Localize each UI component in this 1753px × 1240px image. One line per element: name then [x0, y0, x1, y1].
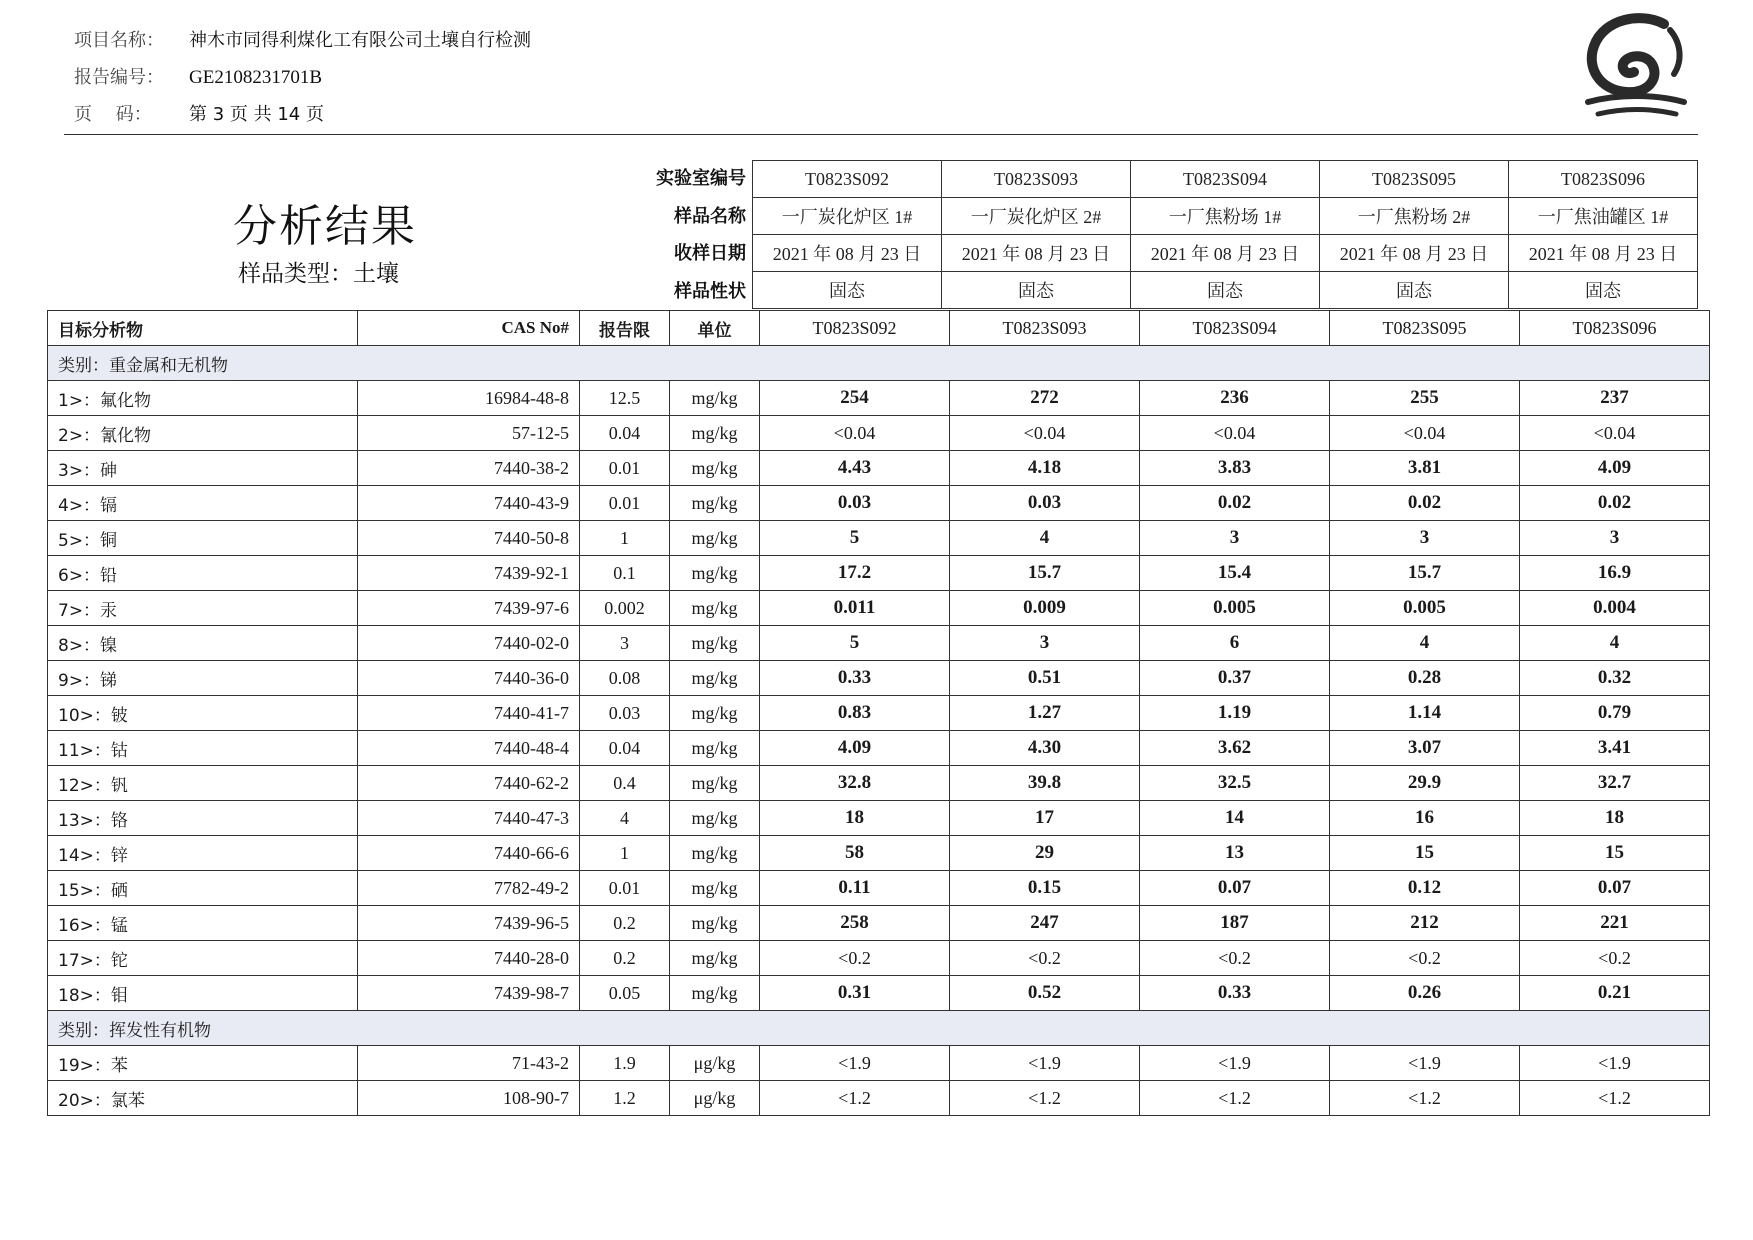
result-value: <0.04 [760, 416, 950, 451]
result-value: <0.04 [1520, 416, 1710, 451]
unit: mg/kg [670, 381, 760, 416]
receipt-date-cell: 2021 年 08 月 23 日 [1320, 235, 1509, 272]
result-value: 247 [950, 906, 1140, 941]
result-value: 4 [950, 521, 1140, 556]
company-logo-icon [1578, 10, 1693, 122]
analyte-name: 18>：钼 [48, 976, 358, 1011]
sample-state-label: 样品性状 [674, 280, 746, 302]
cas-number: 7440-47-3 [358, 801, 580, 836]
sample-state-cell: 固态 [753, 272, 942, 309]
report-limit: 4 [580, 801, 670, 836]
unit: mg/kg [670, 626, 760, 661]
result-value: 15 [1520, 836, 1710, 871]
page-title: 分析结果 [233, 201, 417, 252]
cas-number: 71-43-2 [358, 1046, 580, 1081]
unit: mg/kg [670, 486, 760, 521]
cas-number: 7440-48-4 [358, 731, 580, 766]
cas-number: 7440-38-2 [358, 451, 580, 486]
result-value: 15.7 [950, 556, 1140, 591]
category-row [48, 346, 1710, 381]
project-label: 项目名称： [74, 30, 164, 51]
unit: mg/kg [670, 521, 760, 556]
report-limit: 0.01 [580, 486, 670, 521]
result-value: <1.9 [950, 1046, 1140, 1081]
analyte-name: 10>：铍 [48, 696, 358, 731]
receipt-date-cell: 2021 年 08 月 23 日 [1131, 235, 1320, 272]
report-limit: 0.002 [580, 591, 670, 626]
unit: mg/kg [670, 766, 760, 801]
report-limit: 3 [580, 626, 670, 661]
result-value: 15 [1330, 836, 1520, 871]
sample-type: 样品类型：土壤 [238, 261, 399, 287]
result-value: 4.09 [760, 731, 950, 766]
unit: μg/kg [670, 1046, 760, 1081]
cas-number: 7440-02-0 [358, 626, 580, 661]
report-limit: 1 [580, 836, 670, 871]
report-limit: 0.04 [580, 731, 670, 766]
unit: mg/kg [670, 906, 760, 941]
result-value: 0.51 [950, 661, 1140, 696]
result-value: <1.9 [1330, 1046, 1520, 1081]
table-row [48, 906, 1710, 941]
cas-number: 7439-97-6 [358, 591, 580, 626]
result-value: 58 [760, 836, 950, 871]
result-value: 0.33 [760, 661, 950, 696]
analyte-name: 13>：铬 [48, 801, 358, 836]
cas-number: 7440-62-2 [358, 766, 580, 801]
result-value: 14 [1140, 801, 1330, 836]
result-value: <1.9 [1140, 1046, 1330, 1081]
unit: mg/kg [670, 591, 760, 626]
result-value: 0.009 [950, 591, 1140, 626]
unit: mg/kg [670, 976, 760, 1011]
page-label: 页 码： [74, 104, 152, 125]
report-number-label: 报告编号： [74, 67, 164, 88]
report-limit: 0.04 [580, 416, 670, 451]
result-value: 0.37 [1140, 661, 1330, 696]
limit-header: 报告限 [580, 311, 670, 346]
result-value: 5 [760, 626, 950, 661]
result-value: 0.32 [1520, 661, 1710, 696]
table-row [48, 696, 1710, 731]
sample-name-cell: 一厂焦油罐区 1# [1509, 198, 1698, 235]
result-value: <1.2 [1520, 1081, 1710, 1116]
report-limit: 1.9 [580, 1046, 670, 1081]
result-value: 29.9 [1330, 766, 1520, 801]
sample-header: T0823S096 [1520, 311, 1710, 346]
result-value: <1.2 [1140, 1081, 1330, 1116]
result-value: 17.2 [760, 556, 950, 591]
result-value: 0.52 [950, 976, 1140, 1011]
sample-name-label: 样品名称 [674, 205, 746, 227]
result-value: 0.21 [1520, 976, 1710, 1011]
result-value: <0.2 [1330, 941, 1520, 976]
table-row [48, 591, 1710, 626]
report-limit: 1.2 [580, 1081, 670, 1116]
result-value: 6 [1140, 626, 1330, 661]
analyte-name: 2>：氰化物 [48, 416, 358, 451]
cas-number: 7782-49-2 [358, 871, 580, 906]
sample-name-cell: 一厂焦粉场 2# [1320, 198, 1509, 235]
project-value: 神木市同得利煤化工有限公司土壤自行检测 [189, 30, 531, 51]
result-value: 4 [1330, 626, 1520, 661]
lab-number-cell: T0823S092 [753, 161, 942, 198]
report-limit: 0.05 [580, 976, 670, 1011]
unit: mg/kg [670, 731, 760, 766]
analyte-name: 11>：钴 [48, 731, 358, 766]
cas-number: 7440-28-0 [358, 941, 580, 976]
result-value: 4 [1520, 626, 1710, 661]
result-value: 5 [760, 521, 950, 556]
cas-number: 7440-66-6 [358, 836, 580, 871]
result-value: 236 [1140, 381, 1330, 416]
sample-state-cell: 固态 [1509, 272, 1698, 309]
result-value: 18 [1520, 801, 1710, 836]
result-value: 29 [950, 836, 1140, 871]
cas-number: 57-12-5 [358, 416, 580, 451]
result-value: <0.2 [1140, 941, 1330, 976]
result-value: 15.7 [1330, 556, 1520, 591]
result-value: 0.005 [1140, 591, 1330, 626]
result-value: 1.14 [1330, 696, 1520, 731]
category-label: 类别：挥发性有机物 [48, 1011, 1710, 1046]
analyte-name: 19>：苯 [48, 1046, 358, 1081]
result-value: 258 [760, 906, 950, 941]
result-value: 0.79 [1520, 696, 1710, 731]
sample-name-cell: 一厂炭化炉区 1# [753, 198, 942, 235]
sample-state-cell: 固态 [1320, 272, 1509, 309]
result-value: 1.19 [1140, 696, 1330, 731]
result-value: 4.18 [950, 451, 1140, 486]
analyte-name: 12>：钒 [48, 766, 358, 801]
analyte-name: 4>：镉 [48, 486, 358, 521]
result-value: <1.9 [760, 1046, 950, 1081]
result-value: <1.9 [1520, 1046, 1710, 1081]
result-value: 0.07 [1520, 871, 1710, 906]
result-value: 254 [760, 381, 950, 416]
result-value: 237 [1520, 381, 1710, 416]
result-value: 32.8 [760, 766, 950, 801]
sample-meta-table [752, 160, 1698, 309]
analyte-name: 1>：氟化物 [48, 381, 358, 416]
result-value: 15.4 [1140, 556, 1330, 591]
cas-number: 108-90-7 [358, 1081, 580, 1116]
project-row [74, 22, 531, 59]
result-value: 16.9 [1520, 556, 1710, 591]
report-limit: 0.2 [580, 906, 670, 941]
report-limit: 0.08 [580, 661, 670, 696]
report-limit: 12.5 [580, 381, 670, 416]
analyte-name: 14>：锌 [48, 836, 358, 871]
table-row [48, 661, 1710, 696]
result-value: <1.2 [1330, 1081, 1520, 1116]
result-value: 18 [760, 801, 950, 836]
result-value: 0.03 [760, 486, 950, 521]
cas-number: 7440-36-0 [358, 661, 580, 696]
result-value: 32.5 [1140, 766, 1330, 801]
lab-number-cell: T0823S094 [1131, 161, 1320, 198]
table-row [48, 486, 1710, 521]
unit: mg/kg [670, 801, 760, 836]
result-value: 3 [950, 626, 1140, 661]
result-value: 0.28 [1330, 661, 1520, 696]
sample-meta-labels [640, 160, 752, 310]
table-row [48, 976, 1710, 1011]
cas-header: CAS No# [358, 311, 580, 346]
report-limit: 0.01 [580, 871, 670, 906]
result-value: 1.27 [950, 696, 1140, 731]
table-row [48, 836, 1710, 871]
report-limit: 0.2 [580, 941, 670, 976]
result-value: 3.81 [1330, 451, 1520, 486]
result-value: 0.33 [1140, 976, 1330, 1011]
analyte-name: 16>：锰 [48, 906, 358, 941]
table-row [48, 1046, 1710, 1081]
sample-header: T0823S094 [1140, 311, 1330, 346]
result-value: 272 [950, 381, 1140, 416]
cas-number: 7439-98-7 [358, 976, 580, 1011]
category-row [48, 1011, 1710, 1046]
sample-header: T0823S093 [950, 311, 1140, 346]
unit: mg/kg [670, 696, 760, 731]
lab-number-cell: T0823S096 [1509, 161, 1698, 198]
result-value: <0.04 [1330, 416, 1520, 451]
result-value: <0.04 [950, 416, 1140, 451]
result-value: 187 [1140, 906, 1330, 941]
report-limit: 0.03 [580, 696, 670, 731]
result-value: 3.07 [1330, 731, 1520, 766]
result-value: 3.83 [1140, 451, 1330, 486]
result-value: 3.62 [1140, 731, 1330, 766]
table-row [48, 801, 1710, 836]
table-row [48, 871, 1710, 906]
meta-row [753, 161, 1698, 198]
analyte-header: 目标分析物 [48, 311, 358, 346]
table-row [48, 766, 1710, 801]
receipt-date-cell: 2021 年 08 月 23 日 [1509, 235, 1698, 272]
receipt-date-cell: 2021 年 08 月 23 日 [753, 235, 942, 272]
unit: mg/kg [670, 661, 760, 696]
receipt-date-cell: 2021 年 08 月 23 日 [942, 235, 1131, 272]
sample-name-cell: 一厂焦粉场 1# [1131, 198, 1320, 235]
sample-state-cell: 固态 [942, 272, 1131, 309]
result-value: 0.02 [1140, 486, 1330, 521]
analyte-name: 6>：铅 [48, 556, 358, 591]
table-row [48, 381, 1710, 416]
cas-number: 16984-48-8 [358, 381, 580, 416]
result-value: 0.011 [760, 591, 950, 626]
result-value: 4.43 [760, 451, 950, 486]
result-value: 212 [1330, 906, 1520, 941]
unit: μg/kg [670, 1081, 760, 1116]
table-row [48, 626, 1710, 661]
report-limit: 0.4 [580, 766, 670, 801]
sample-header: T0823S092 [760, 311, 950, 346]
result-value: 13 [1140, 836, 1330, 871]
report-number-value: GE2108231701B [189, 67, 322, 88]
table-row [48, 1081, 1710, 1116]
sample-state-cell: 固态 [1131, 272, 1320, 309]
table-row [48, 556, 1710, 591]
result-value: <0.2 [1520, 941, 1710, 976]
results-table [47, 310, 1710, 1116]
result-value: 16 [1330, 801, 1520, 836]
sample-name-cell: 一厂炭化炉区 2# [942, 198, 1131, 235]
analyte-name: 9>：锑 [48, 661, 358, 696]
result-value: <1.2 [950, 1081, 1140, 1116]
result-value: 3 [1140, 521, 1330, 556]
table-row [48, 731, 1710, 766]
result-value: 4.09 [1520, 451, 1710, 486]
cas-number: 7440-41-7 [358, 696, 580, 731]
result-value: 0.26 [1330, 976, 1520, 1011]
table-row [48, 416, 1710, 451]
meta-row [753, 272, 1698, 309]
analyte-name: 17>：铊 [48, 941, 358, 976]
table-row [48, 521, 1710, 556]
analyte-name: 15>：硒 [48, 871, 358, 906]
cas-number: 7439-96-5 [358, 906, 580, 941]
analyte-name: 20>：氯苯 [48, 1081, 358, 1116]
result-value: <0.2 [950, 941, 1140, 976]
page-row [74, 96, 531, 133]
result-value: 0.07 [1140, 871, 1330, 906]
category-label: 类别：重金属和无机物 [48, 346, 1710, 381]
cas-number: 7440-43-9 [358, 486, 580, 521]
result-value: 0.005 [1330, 591, 1520, 626]
results-header-row [48, 311, 1710, 346]
table-row [48, 941, 1710, 976]
sample-header: T0823S095 [1330, 311, 1520, 346]
result-value: 0.03 [950, 486, 1140, 521]
result-value: 0.02 [1520, 486, 1710, 521]
result-value: 17 [950, 801, 1140, 836]
result-value: 255 [1330, 381, 1520, 416]
analyte-name: 7>：汞 [48, 591, 358, 626]
header-divider [64, 134, 1698, 135]
cas-number: 7440-50-8 [358, 521, 580, 556]
report-limit: 0.01 [580, 451, 670, 486]
lab-number-label: 实验室编号 [656, 168, 746, 189]
unit: mg/kg [670, 556, 760, 591]
unit: mg/kg [670, 451, 760, 486]
meta-row [753, 235, 1698, 272]
result-value: 4.30 [950, 731, 1140, 766]
receipt-date-label: 收样日期 [674, 243, 746, 264]
result-value: 3 [1520, 521, 1710, 556]
page-value: 第 3 页 共 14 页 [189, 104, 324, 125]
report-number-row [74, 59, 531, 96]
result-value: 0.02 [1330, 486, 1520, 521]
analyte-name: 5>：铜 [48, 521, 358, 556]
meta-row [753, 198, 1698, 235]
result-value: 0.004 [1520, 591, 1710, 626]
unit: mg/kg [670, 941, 760, 976]
analyte-name: 3>：砷 [48, 451, 358, 486]
result-value: 0.15 [950, 871, 1140, 906]
table-row [48, 451, 1710, 486]
result-value: 3 [1330, 521, 1520, 556]
report-limit: 1 [580, 521, 670, 556]
lab-number-cell: T0823S093 [942, 161, 1131, 198]
report-limit: 0.1 [580, 556, 670, 591]
result-value: 221 [1520, 906, 1710, 941]
result-value: <0.04 [1140, 416, 1330, 451]
report-header [74, 22, 531, 133]
lab-number-cell: T0823S095 [1320, 161, 1509, 198]
result-value: 3.41 [1520, 731, 1710, 766]
result-value: 0.11 [760, 871, 950, 906]
unit: mg/kg [670, 416, 760, 451]
result-value: 0.31 [760, 976, 950, 1011]
result-value: 32.7 [1520, 766, 1710, 801]
unit: mg/kg [670, 836, 760, 871]
result-value: 39.8 [950, 766, 1140, 801]
result-value: 0.12 [1330, 871, 1520, 906]
cas-number: 7439-92-1 [358, 556, 580, 591]
unit: mg/kg [670, 871, 760, 906]
result-value: 0.83 [760, 696, 950, 731]
result-value: <1.2 [760, 1081, 950, 1116]
analyte-name: 8>：镍 [48, 626, 358, 661]
result-value: <0.2 [760, 941, 950, 976]
unit-header: 单位 [670, 311, 760, 346]
